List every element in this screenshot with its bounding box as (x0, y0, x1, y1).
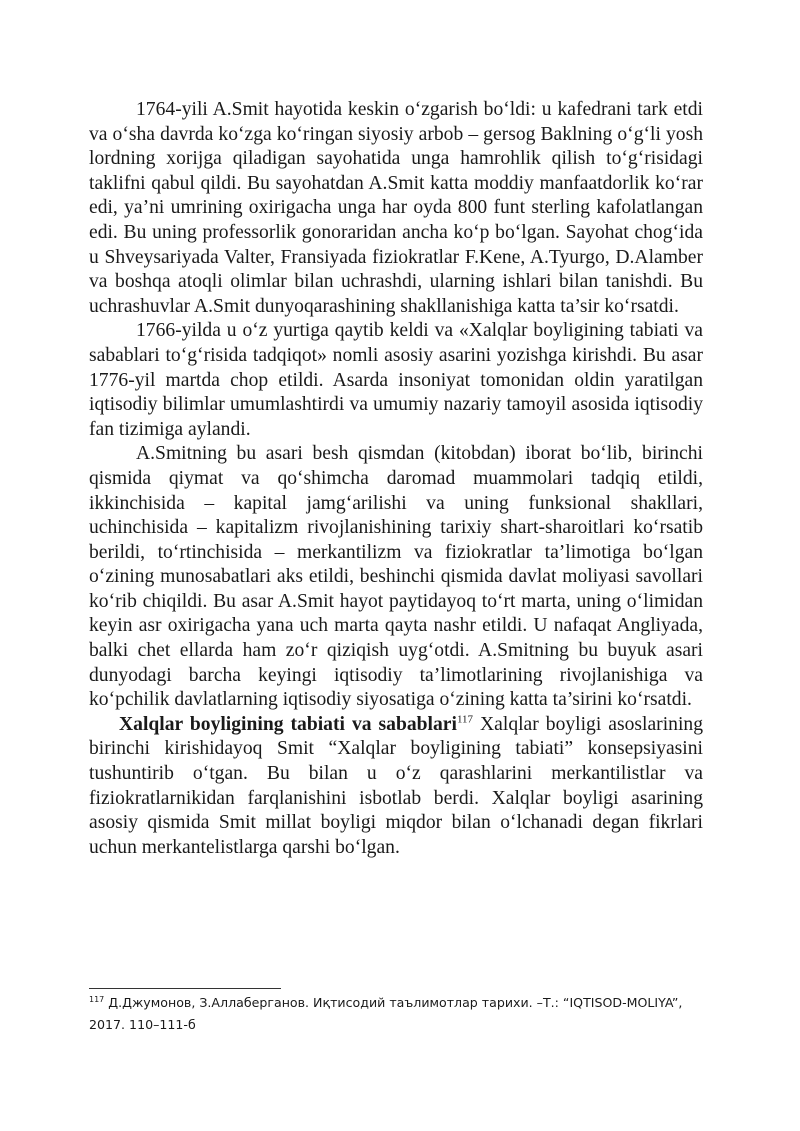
footnote-reference[interactable]: 117 (456, 713, 474, 726)
paragraph-1: 1764-yili A.Smit hayotida keskin o‘zgarish bo‘ldi: u kafedrani tark etdi va o‘sha davrda ko‘zga ko‘ringan siyosiy arbob – gersog Baklning o‘g‘li yosh lordning xorijga qiladigan sayohatida unga hamrohlik qilish to‘g‘risidagi taklifni qabul qildi. Bu sayohatdan A.Smit katta moddiy manfaatdorlik ko‘rar edi, ya’ni umrining oxirigacha unga har oyda 800 funt sterling kafolatlangan edi. Bu uning professorlik gonoraridan ancha ko‘p bo‘lgan. Sayohat chog‘ida u Shveysariyada Valter, Fransiyada fiziokratlar F.Kene, A.Tyurgo, D.Alamber va boshqa atoqli olimlar bilan uchrashdi, ularning ishlari bilan tanishdi. Bu uchrashuvlar A.Smit dunyoqarashining shakllanishiga katta ta’sir ko‘rsatdi. (89, 99, 703, 317)
footnote-number: 117 (89, 994, 105, 1004)
paragraph-3: A.Smitning bu asari besh qismdan (kitobdan) iborat bo‘lib, birinchi qismida qiymat va qo‘shimcha daromad muammolari tadqiq etildi, ikkinchisida – kapital jamg‘arilishi va uning funksional shakllari, uchinchisida – kapitalizm rivojlanishining tarixiy shart-sharoitlari ko‘rsatib berildi, to‘rtinchisida – merkantilizm va fiziokratlar ta’limotiga bo‘lgan o‘zining munosabatlari aks etildi, beshinchi qismida davlat moliyasi savollari ko‘rib chiqildi. Bu asar A.Smit hayot paytidayoq to‘rt marta, uning o‘limidan keyin asr oxirigacha yana uch marta qayta nashr etildi. U nafaqat Angliyada, balki chet ellarda ham zo‘r qiziqish uyg‘otdi. A.Smitning bu buyuk asari dunyodagi barcha keyingi iqtisodiy ta’limotlarining rivojlanishiga va ko‘pchilik davlatlarning iqtisodiy siyosatiga o‘zining katta ta’sirini ko‘rsatdi. (89, 443, 703, 711)
body-text (89, 98, 703, 860)
footnote-text: Д.Джумонов, З.Аллаберганов. Иқтисодий таълимотлар тарихи. –Т.: “IQTISOD-MOLIYA”, 2017. 110–111-б (89, 995, 683, 1032)
section-text: Xalqlar boyligi asoslarining birinchi kirishidayoq Smit “Xalqlar boyligining tabiati” konsepsiyasini tushuntirib o‘tgan. Bu bilan u o‘z qarashlarini merkantilistlar va fiziokratlarnikidan farqlanishini isbotlab berdi. Xalqlar boyligi asarining asosiy qismida Smit millat boyligi miqdor bilan o‘lchanadi degan fikrlari uchun merkantelistlarga qarshi bo‘lgan. (89, 713, 703, 858)
footnote (89, 992, 709, 1036)
paragraph-2: 1766-yilda u o‘z yurtiga qaytib keldi va «Xalqlar boyligining tabiati va sabablari to‘g‘risida tadqiqot» nomli asosiy asarini yozishga kirishdi. Bu asar 1776-yil martda chop etildi. Asarda insoniyat tomonidan oldin yaratilgan iqtisodiy bilimlar umumlashtirdi va umumiy nazariy tamoyil asosida iqtisodiy fan tizimiga aylandi. (89, 320, 703, 440)
footnote-divider (89, 988, 281, 989)
paragraph-4 (89, 713, 703, 861)
section-heading: Xalqlar boyligining tabiati va sabablari (119, 713, 457, 735)
